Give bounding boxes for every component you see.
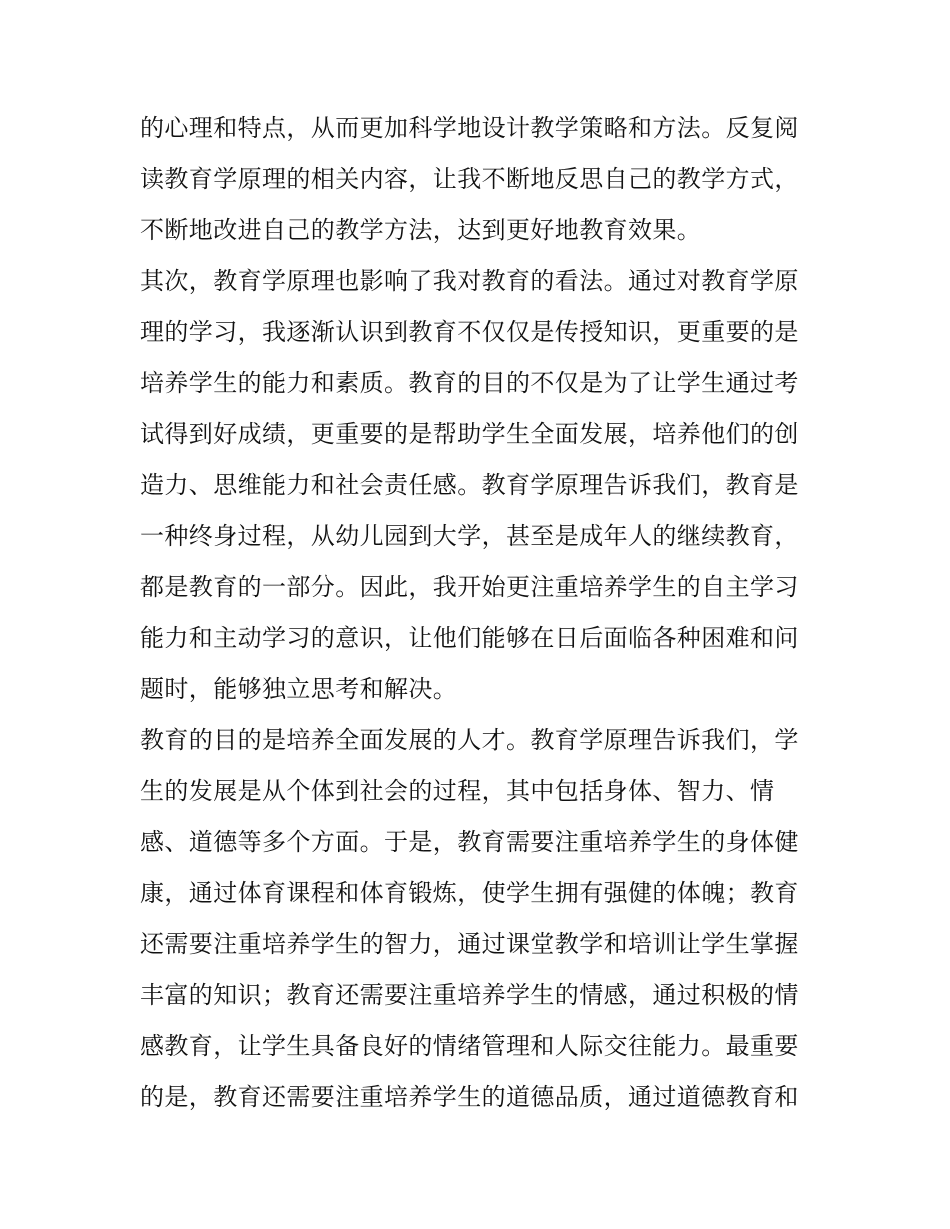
text-line: 读教育学原理的相关内容，让我不断地反思自己的教学方式， (140, 165, 799, 193)
text-line: 造力、思维能力和社会责任感。教育学原理告诉我们，教育是 (140, 471, 799, 499)
text-line: 其次，教育学原理也影响了我对教育的看法。通过对教育学原 (140, 267, 799, 295)
text-line: 试得到好成绩，更重要的是帮助学生全面发展，培养他们的创 (140, 420, 799, 448)
text-line: 不断地改进自己的教学方法，达到更好地教育效果。 (140, 216, 702, 244)
text-line: 生的发展是从个体到社会的过程，其中包括身体、智力、情 (140, 777, 775, 805)
text-line: 的心理和特点，从而更加科学地设计教学策略和方法。反复阅 (140, 114, 799, 142)
text-line: 教育的目的是培养全面发展的人才。教育学原理告诉我们，学 (140, 726, 799, 754)
text-line: 还需要注重培养学生的智力，通过课堂教学和培训让学生掌握 (140, 930, 799, 958)
text-line: 康，通过体育课程和体育锻炼，使学生拥有强健的体魄；教育 (140, 879, 799, 907)
document-body-text (140, 103, 812, 1123)
text-line: 一种终身过程，从幼儿园到大学，甚至是成年人的继续教育， (140, 522, 799, 550)
text-line: 都是教育的一部分。因此，我开始更注重培养学生的自主学习 (140, 573, 799, 601)
text-line: 培养学生的能力和素质。教育的目的不仅是为了让学生通过考 (140, 369, 799, 397)
text-line: 的是，教育还需要注重培养学生的道德品质，通过道德教育和 (140, 1083, 799, 1111)
text-line: 题时，能够独立思考和解决。 (140, 675, 458, 703)
text-line: 理的学习，我逐渐认识到教育不仅仅是传授知识，更重要的是 (140, 318, 799, 346)
text-line: 感、道德等多个方面。于是，教育需要注重培养学生的身体健 (140, 828, 799, 856)
text-line: 丰富的知识；教育还需要注重培养学生的情感，通过积极的情 (140, 981, 799, 1009)
text-line: 能力和主动学习的意识，让他们能够在日后面临各种困难和问 (140, 624, 799, 652)
text-line: 感教育，让学生具备良好的情绪管理和人际交往能力。最重要 (140, 1032, 799, 1060)
